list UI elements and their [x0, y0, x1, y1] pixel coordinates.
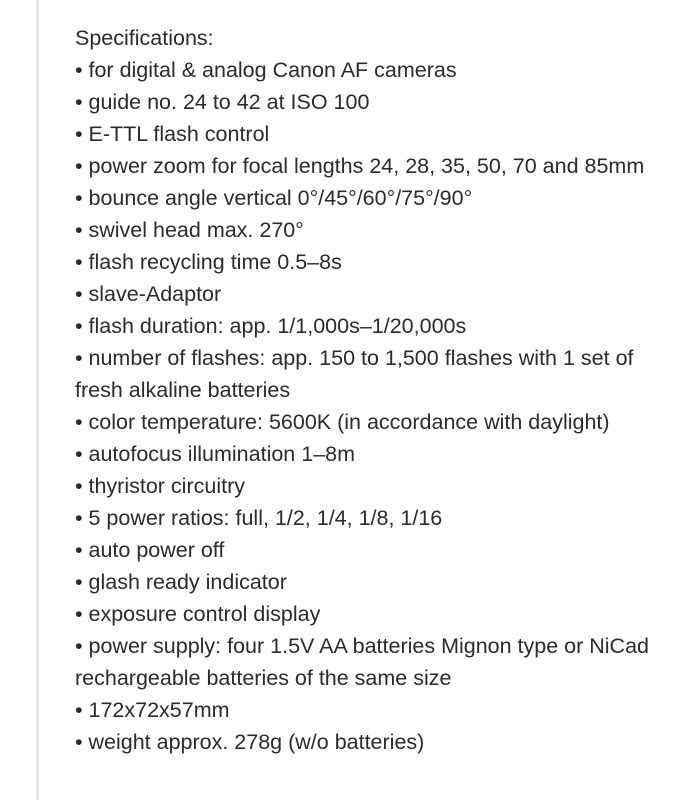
spec-item-number-of-flashes: • number of flashes: app. 150 to 1,500 flashes with 1 set of fresh alkaline batteries [75, 346, 634, 402]
spec-item-autofocus-illumination: • autofocus illumination 1–8m [75, 442, 356, 466]
spec-item-recycling-time: • flash recycling time 0.5–8s [75, 250, 342, 274]
spec-item-flash-duration: • flash duration: app. 1/1,000s–1/20,000s [75, 314, 467, 338]
spec-item-power-supply: • power supply: four 1.5V AA batteries Mignon type or NiCad rechargeable batteries of the same size [75, 634, 650, 690]
spec-item-swivel-head: • swivel head max. 270° [75, 218, 304, 242]
spec-item-exposure-display: • exposure control display [75, 602, 321, 626]
spec-item-ready-indicator: • glash ready indicator [75, 570, 287, 594]
specifications-list [75, 54, 665, 758]
spec-item-bounce-angle: • bounce angle vertical 0°/45°/60°/75°/90° [75, 186, 473, 210]
spec-item-thyristor-circuitry: • thyristor circuitry [75, 474, 245, 498]
spec-item-flash-control: • E-TTL flash control [75, 122, 270, 146]
spec-item-camera-compatibility: • for digital & analog Canon AF cameras [75, 58, 457, 82]
spec-item-color-temperature: • color temperature: 5600K (in accordance with daylight) [75, 410, 610, 434]
spec-item-power-ratios: • 5 power ratios: full, 1/2, 1/4, 1/8, 1/16 [75, 506, 443, 530]
spec-item-slave-adaptor: • slave-Adaptor [75, 282, 222, 306]
quote-left-border [36, 0, 39, 800]
specifications-block [75, 22, 665, 758]
spec-item-guide-number: • guide no. 24 to 42 at ISO 100 [75, 90, 370, 114]
spec-item-dimensions: • 172x72x57mm [75, 698, 230, 722]
spec-item-auto-power-off: • auto power off [75, 538, 225, 562]
specifications-heading: Specifications: [75, 26, 214, 50]
spec-item-power-zoom: • power zoom for focal lengths 24, 28, 35, 50, 70 and 85mm [75, 154, 645, 178]
spec-item-weight: • weight approx. 278g (w/o batteries) [75, 730, 425, 754]
